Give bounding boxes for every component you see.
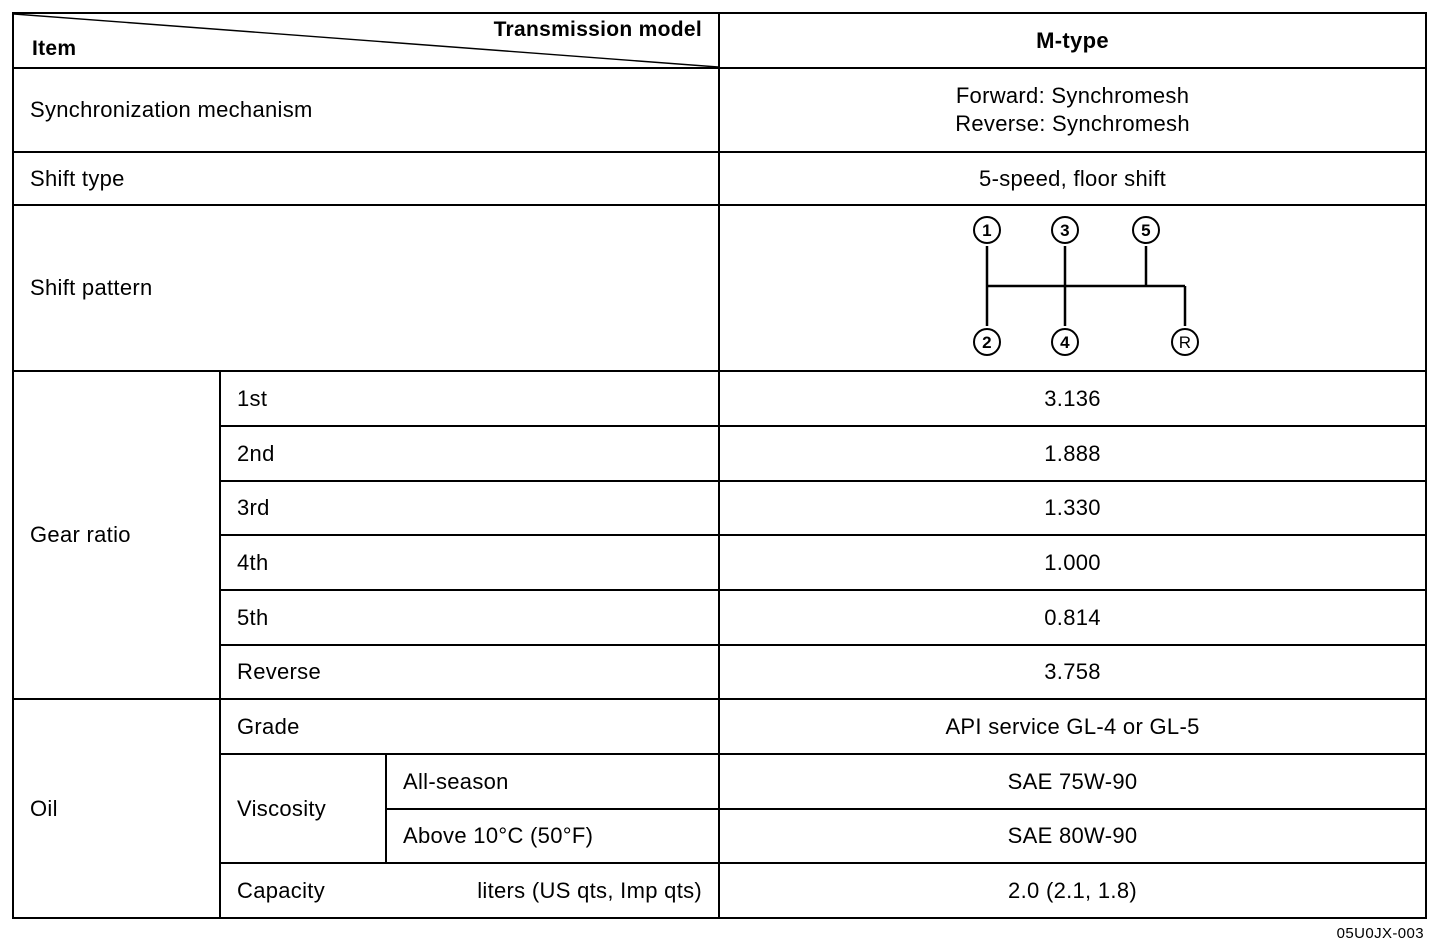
shift-type-label: Shift type	[13, 152, 719, 205]
shift-pattern-cell	[719, 205, 1426, 371]
header-model-label: Transmission model	[493, 18, 703, 41]
gear-ratio-row-1	[13, 371, 1426, 426]
gear-ratio-1st: 3.136	[719, 371, 1426, 426]
gear-ratio-row-2	[13, 426, 1426, 481]
viscosity-value-above-10c: SAE 80W-90	[719, 809, 1426, 863]
header-item-cell	[13, 13, 719, 68]
gear-ratio-row-6	[13, 645, 1426, 699]
shift-pattern-row	[13, 205, 1426, 371]
svg-text:1: 1	[982, 221, 992, 240]
header-item-label: Item	[32, 37, 77, 60]
gear-5-marker	[1133, 217, 1159, 243]
gear-ratio-row-5	[13, 590, 1426, 645]
gear-ratio-4th: 1.000	[719, 535, 1426, 590]
svg-text:4: 4	[1060, 333, 1070, 352]
gear-name-3rd: 3rd	[220, 481, 719, 535]
gear-4-marker	[1052, 329, 1078, 355]
transmission-spec-table	[12, 12, 1427, 919]
gear-1-marker	[974, 217, 1000, 243]
oil-capacity-unit: liters (US qts, Imp qts)	[477, 877, 703, 903]
oil-grade-value: API service GL-4 or GL-5	[719, 699, 1426, 754]
header-row	[13, 13, 1426, 68]
oil-capacity-label: Capacity	[237, 877, 325, 903]
shift-pattern-diagram	[720, 206, 1426, 364]
viscosity-condition-all-season: All-season	[386, 754, 719, 809]
header-model-value: M-type	[719, 13, 1426, 68]
viscosity-condition-above-10c: Above 10°C (50°F)	[386, 809, 719, 863]
viscosity-value-all-season: SAE 75W-90	[719, 754, 1426, 809]
oil-label: Oil	[13, 699, 220, 918]
shift-pattern-label: Shift pattern	[13, 205, 719, 371]
oil-viscosity-row-1	[13, 754, 1426, 809]
gear-ratio-row-3	[13, 481, 1426, 535]
oil-capacity-row	[13, 863, 1426, 918]
sync-forward: Forward: Synchromesh	[955, 83, 1190, 108]
gear-reverse-marker	[1172, 329, 1198, 355]
oil-grade-label: Grade	[220, 699, 719, 754]
sync-row	[13, 68, 1426, 152]
gear-name-2nd: 2nd	[220, 426, 719, 481]
gear-3-marker	[1052, 217, 1078, 243]
figure-code: 05U0JX-003	[1336, 925, 1424, 942]
shift-type-value: 5-speed, floor shift	[719, 152, 1426, 205]
svg-text:2: 2	[982, 333, 992, 352]
gear-ratio-label: Gear ratio	[13, 371, 220, 699]
gear-ratio-3rd: 1.330	[719, 481, 1426, 535]
sync-reverse: Reverse: Synchromesh	[955, 111, 1190, 136]
gear-name-reverse: Reverse	[220, 645, 719, 699]
svg-text:3: 3	[1060, 221, 1070, 240]
gear-ratio-5th: 0.814	[719, 590, 1426, 645]
sync-value	[719, 68, 1426, 152]
oil-capacity-cell	[220, 863, 719, 918]
gear-ratio-2nd: 1.888	[719, 426, 1426, 481]
oil-grade-row	[13, 699, 1426, 754]
svg-text:5: 5	[1141, 221, 1151, 240]
gear-ratio-row-4	[13, 535, 1426, 590]
oil-capacity-value: 2.0 (2.1, 1.8)	[719, 863, 1426, 918]
gear-2-marker	[974, 329, 1000, 355]
svg-text:R: R	[1178, 333, 1192, 352]
shift-type-row	[13, 152, 1426, 205]
sync-label: Synchronization mechanism	[13, 68, 719, 152]
oil-viscosity-label: Viscosity	[220, 754, 386, 863]
gear-name-4th: 4th	[220, 535, 719, 590]
gear-name-5th: 5th	[220, 590, 719, 645]
gear-name-1st: 1st	[220, 371, 719, 426]
gear-ratio-reverse: 3.758	[719, 645, 1426, 699]
